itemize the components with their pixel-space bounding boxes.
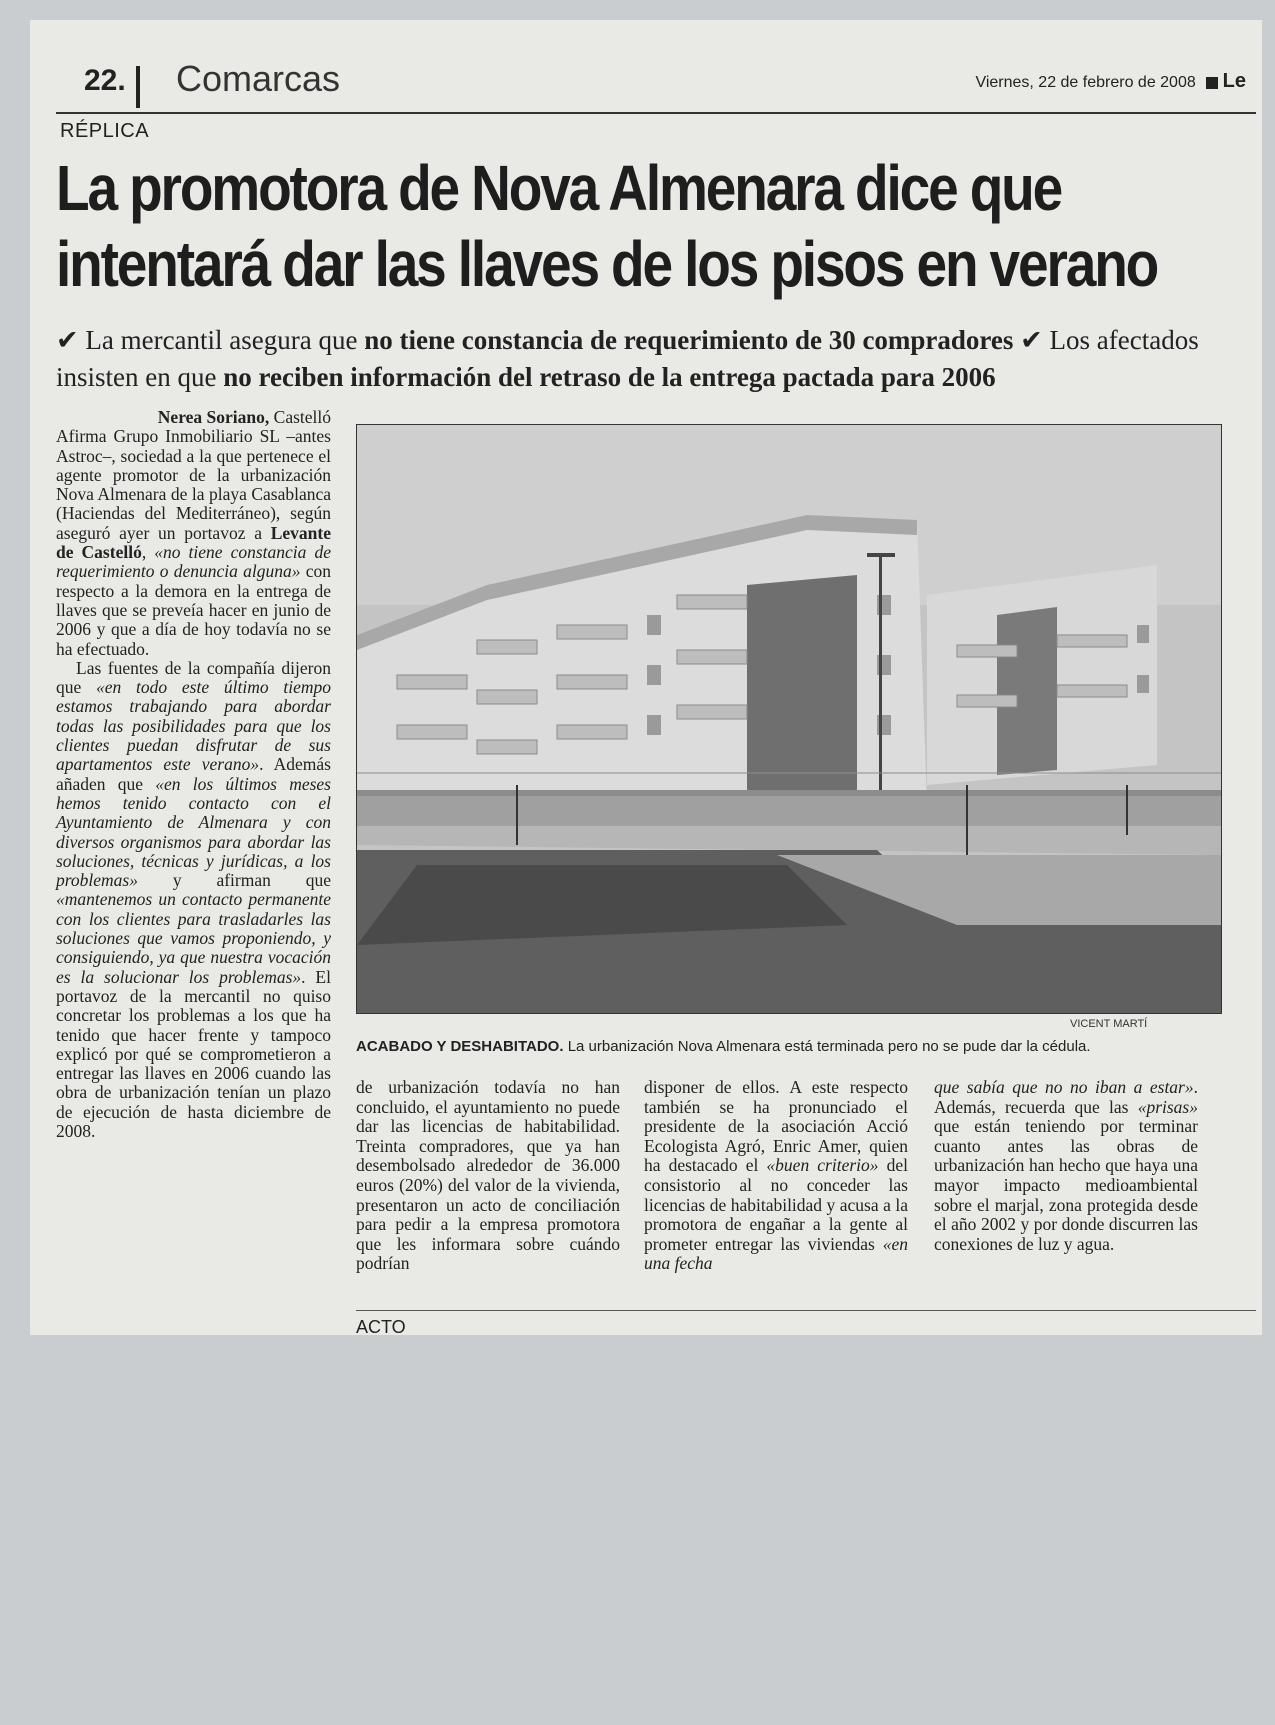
check-icon: ✔ [56,325,79,356]
paragraph: de urbanización todavía no han concluido, el ayuntamiento no puede dar las licencias de habitabilidad. Treinta compradores, que ya han desembolsado alrededor de 36.000 euros (20%) del valor de la vivienda, presentaron un acto de conciliación para pedir a la empresa promotora que les informara sobre cuándo podrían [356,1077,620,1274]
text-run: disponer de ellos. A este respecto también se ha pronunciado el presidente de la asociación Acció Ecologista Agró, Enric Amer, quien ha destacado el [644,1077,908,1176]
paragraph [934,1078,1198,1254]
text-run: . Además, recuerda que las [934,1077,1198,1117]
page-number: 22. [84,64,126,97]
quote: «prisas» [1137,1096,1198,1117]
byline [56,408,331,427]
subheadline [56,322,1256,396]
dateline [975,70,1246,93]
photo-credit: VICENT MARTÍ [1070,1018,1148,1030]
column-4 [934,1078,1198,1254]
caption-lead: ACABADO Y DESHABITADO. [356,1038,564,1055]
quote: «no tiene constancia de requerimiento o denuncia alguna» [56,542,331,582]
square-bullet-icon [1206,77,1218,89]
quote: «en los últimos meses hemos tenido contacto con el Ayuntamiento de Almenara y con diversos organismos para abordar las soluciones, técnicas y jurídicas, a los problemas» [56,773,331,891]
brand-text: Le [1222,70,1246,92]
quote: que sabía que no no iban a estar» [934,1077,1194,1097]
quote: «en una fecha [644,1233,908,1274]
text-run: y afirman que [138,870,331,891]
date-text: Viernes, 22 de febrero de 2008 [975,74,1196,91]
subhead-b-plain: Los afectados insisten en que [56,325,1199,392]
header-divider [136,66,140,108]
building-photo-illustration [357,425,1221,1013]
left-column [56,408,331,1141]
text-run: Las fuentes de la compañía dijeron que [56,657,331,698]
text-run: Afirma Grupo Inmobiliario SL –antes Astroc–, sociedad a la que pertenece el agente promotor de la urbanización Nova Almenara de la playa Casablanca (Haciendas del Mediterráneo), según aseguró ayer un portavoz a [56,426,331,543]
text-run: del consistorio al no conceder las licencias de habitabilidad y acusa a la promotora de engañar a la gente al prometer entregar las viviendas [644,1155,909,1254]
text-run: con respecto a la demora en la entrega de llaves que se preveía hacer en junio de 2006 y que a día de hoy todavía no se ha efectuado. [56,561,331,659]
headline-line-1: La promotora de Nova Almenara dice que [56,152,1062,224]
paragraph [56,659,331,1141]
paragraph [56,427,331,659]
column-2 [356,1078,620,1274]
photo-caption [356,1038,1220,1055]
byline-place: Castelló [273,407,331,427]
column-3 [644,1078,908,1274]
text-run: , [141,542,155,563]
quote: «mantenemos un contacto permanente con los clientes para trasladarles las soluciones que vamos proponiendo, y consiguiendo, ya que nuestra vocación es la solucionar los problemas» [56,889,331,987]
quote: «buen criterio» [766,1155,879,1176]
text-run: . El portavoz de la mercantil no quiso concretar los problemas a los que ha tenido que hacer frente y tampoco explicó por qué se comprometieron a entregar las llaves en 2006 cuando las obra de urbanización tenían un plazo de ejecución de hasta diciembre de 2008. [56,966,331,1141]
section-name: Comarcas [176,58,341,99]
text-run: que están teniendo por terminar cuanto antes las obras de urbanización han hecho que haya una mayor impacto medioambiental sobre el marjal, zona protegida desde el año 2002 y por donde discurren las conexiones de luz y agua. [934,1116,1198,1254]
quote: «en todo este último tiempo estamos trabajando para abordar todas las posibilidades para que los clientes puedan disfrutar de sus apartamentos este verano» [56,677,331,775]
footer-section-tag: ACTO [356,1317,406,1335]
text-run: . Además añaden que [56,754,331,794]
newspaper-clipping [30,20,1262,1335]
headline-line-2: intentará dar las llaves de los pisos en verano [56,228,1158,300]
kicker: RÉPLICA [60,120,150,142]
page-header [56,40,1256,114]
author: Nerea Soriano, [157,407,270,427]
subhead-b-bold: no reciben información del retraso de la entrega pactada para 2006 [223,362,996,392]
footer-rule [356,1310,1256,1311]
headline [56,150,1260,302]
check-icon: ✔ [1020,325,1043,356]
newspaper-name: Levante de Castelló [56,522,331,563]
subhead-a-bold: no tiene constancia de requerimiento de 30 compradores [364,325,1014,355]
subhead-a-plain: La mercantil asegura que [85,325,358,355]
caption-text: La urbanización Nova Almenara está terminada pero no se pude dar la cédula. [567,1038,1091,1055]
building-photo [356,424,1222,1014]
paragraph [644,1078,908,1274]
